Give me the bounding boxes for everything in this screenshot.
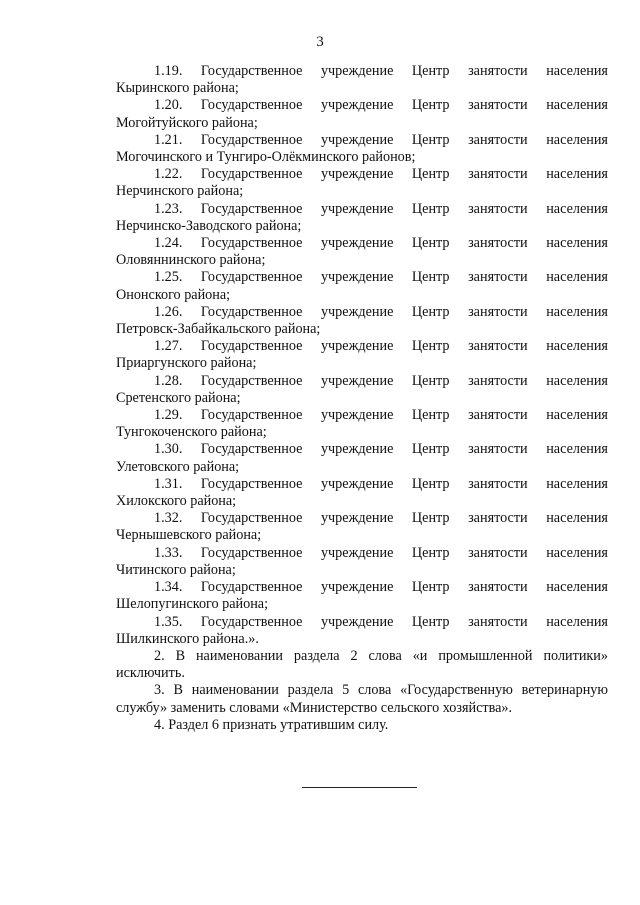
item-word: учреждение bbox=[320, 338, 394, 355]
list-item-heading bbox=[116, 269, 608, 286]
list-item-continuation: Ононского района; bbox=[116, 286, 231, 303]
item-word: занятости bbox=[468, 372, 528, 389]
item-word: Государственное bbox=[200, 338, 303, 355]
item-word: Государственное bbox=[200, 372, 303, 389]
item-word: Центр bbox=[411, 200, 450, 217]
item-number: 1.20. bbox=[154, 97, 183, 114]
item-number: 1.30. bbox=[154, 441, 183, 458]
item-word: учреждение bbox=[320, 372, 394, 389]
item-word: учреждение bbox=[320, 166, 394, 183]
item-word: населения bbox=[546, 235, 608, 252]
item-number: 1.26. bbox=[154, 303, 183, 320]
item-word: населения bbox=[546, 166, 608, 183]
item-word: Государственное bbox=[200, 407, 303, 424]
item-word: учреждение bbox=[320, 613, 394, 630]
item-word: занятости bbox=[468, 613, 528, 630]
item-word: учреждение bbox=[320, 407, 394, 424]
list-item-heading bbox=[116, 476, 608, 493]
item-number: 1.28. bbox=[154, 372, 183, 389]
list-item-heading bbox=[116, 97, 608, 114]
item-number: 1.29. bbox=[154, 407, 183, 424]
item-word: населения bbox=[546, 131, 608, 148]
item-word: Государственное bbox=[200, 63, 303, 79]
item-word: учреждение bbox=[320, 510, 394, 527]
list-item-continuation: Тунгокоченского района; bbox=[116, 424, 267, 441]
list-item-heading bbox=[116, 579, 608, 596]
list-item-heading bbox=[116, 545, 608, 562]
page-number: 3 bbox=[316, 34, 324, 50]
item-word: населения bbox=[546, 200, 608, 217]
item-number: 1.33. bbox=[154, 544, 183, 561]
item-word: Центр bbox=[411, 407, 450, 424]
item-word: Государственное bbox=[200, 544, 303, 561]
list-item-heading bbox=[116, 63, 608, 80]
item-word: Центр bbox=[411, 131, 450, 148]
item-word: населения bbox=[546, 407, 608, 424]
item-word: Центр bbox=[411, 510, 450, 527]
list-item-heading bbox=[116, 338, 608, 355]
item-word: Государственное bbox=[200, 613, 303, 630]
list-item-continuation: Приаргунского района; bbox=[116, 355, 257, 372]
end-separator-line bbox=[302, 787, 417, 788]
item-number: 1.22. bbox=[154, 166, 183, 183]
item-word: Государственное bbox=[200, 235, 303, 252]
item-number: 1.19. bbox=[154, 63, 183, 79]
item-word: Центр bbox=[411, 338, 450, 355]
item-number: 1.23. bbox=[154, 200, 183, 217]
list-item-heading bbox=[116, 132, 608, 149]
item-word: Центр bbox=[411, 97, 450, 114]
item-word: занятости bbox=[468, 475, 528, 492]
item-word: населения bbox=[546, 510, 608, 527]
item-word: Государственное bbox=[200, 97, 303, 114]
item-word: занятости bbox=[468, 303, 528, 320]
document-body bbox=[116, 63, 608, 734]
item-word: населения bbox=[546, 475, 608, 492]
item-word: занятости bbox=[468, 407, 528, 424]
institution-list bbox=[116, 63, 608, 648]
item-word: Государственное bbox=[200, 303, 303, 320]
item-word: занятости bbox=[468, 235, 528, 252]
item-word: Центр bbox=[411, 372, 450, 389]
list-item-continuation: Сретенского района; bbox=[116, 389, 241, 406]
item-number: 1.34. bbox=[154, 579, 183, 596]
item-number: 1.21. bbox=[154, 131, 183, 148]
item-word: населения bbox=[546, 372, 608, 389]
list-item-continuation: Кыринского района; bbox=[116, 80, 239, 97]
item-word: учреждение bbox=[320, 269, 394, 286]
item-word: учреждение bbox=[320, 200, 394, 217]
item-word: Центр bbox=[411, 269, 450, 286]
item-word: занятости bbox=[468, 510, 528, 527]
list-item-continuation: Могочинского и Тунгиро-Олёкминского районов; bbox=[116, 149, 416, 166]
item-number: 1.32. bbox=[154, 510, 183, 527]
list-item-heading bbox=[116, 614, 608, 631]
item-word: Центр bbox=[411, 303, 450, 320]
item-word: населения bbox=[546, 269, 608, 286]
list-item-heading bbox=[116, 166, 608, 183]
list-item-continuation: Улетовского района; bbox=[116, 458, 240, 475]
item-word: населения bbox=[546, 63, 608, 79]
item-word: Центр bbox=[411, 544, 450, 561]
list-item-heading bbox=[116, 441, 608, 458]
item-word: учреждение bbox=[320, 544, 394, 561]
item-word: Центр bbox=[411, 475, 450, 492]
item-word: занятости bbox=[468, 97, 528, 114]
item-word: населения bbox=[546, 613, 608, 630]
list-item-heading bbox=[116, 407, 608, 424]
item-number: 1.35. bbox=[154, 613, 183, 630]
item-number: 1.25. bbox=[154, 269, 183, 286]
item-word: населения bbox=[546, 579, 608, 596]
list-item-continuation: Петровск-Забайкальского района; bbox=[116, 321, 321, 338]
item-word: населения bbox=[546, 338, 608, 355]
item-word: населения bbox=[546, 303, 608, 320]
item-word: учреждение bbox=[320, 475, 394, 492]
item-word: учреждение bbox=[320, 441, 394, 458]
item-word: занятости bbox=[468, 441, 528, 458]
item-word: учреждение bbox=[320, 235, 394, 252]
paragraph-3: 3. В наименовании раздела 5 слова «Государственную ветеринарную службу» заменить словами «Министерство сельского хозяйства». bbox=[116, 682, 608, 716]
item-word: занятости bbox=[468, 269, 528, 286]
item-word: занятости bbox=[468, 166, 528, 183]
item-word: населения bbox=[546, 441, 608, 458]
item-word: Центр bbox=[411, 441, 450, 458]
paragraph-4: 4. Раздел 6 признать утратившим силу. bbox=[154, 716, 389, 733]
item-word: Центр bbox=[411, 579, 450, 596]
item-word: населения bbox=[546, 544, 608, 561]
list-item-continuation: Читинского района; bbox=[116, 561, 236, 578]
list-item-continuation: Нерчинско-Заводского района; bbox=[116, 217, 302, 234]
list-item-heading bbox=[116, 235, 608, 252]
item-word: Государственное bbox=[200, 441, 303, 458]
item-number: 1.31. bbox=[154, 475, 183, 492]
item-word: Государственное bbox=[200, 579, 303, 596]
list-item-continuation: Оловяннинского района; bbox=[116, 252, 266, 269]
item-word: занятости bbox=[468, 131, 528, 148]
item-word: Центр bbox=[411, 613, 450, 630]
item-word: Государственное bbox=[200, 166, 303, 183]
item-word: Государственное bbox=[200, 475, 303, 492]
item-word: занятости bbox=[468, 544, 528, 561]
list-item-heading bbox=[116, 373, 608, 390]
item-word: населения bbox=[546, 97, 608, 114]
list-item-heading bbox=[116, 510, 608, 527]
item-word: Государственное bbox=[200, 131, 303, 148]
list-item-continuation: Могойтуйского района; bbox=[116, 114, 258, 131]
list-item-continuation: Чернышевского района; bbox=[116, 527, 262, 544]
list-item-continuation: Шелопугинского района; bbox=[116, 596, 269, 613]
item-word: занятости bbox=[468, 63, 528, 79]
item-word: учреждение bbox=[320, 131, 394, 148]
item-number: 1.24. bbox=[154, 235, 183, 252]
item-word: Государственное bbox=[200, 269, 303, 286]
item-word: Центр bbox=[411, 235, 450, 252]
item-word: занятости bbox=[468, 200, 528, 217]
item-word: учреждение bbox=[320, 579, 394, 596]
item-word: учреждение bbox=[320, 303, 394, 320]
list-item-heading bbox=[116, 201, 608, 218]
list-item-continuation: Нерчинского района; bbox=[116, 183, 244, 200]
item-word: Государственное bbox=[200, 510, 303, 527]
item-word: занятости bbox=[468, 338, 528, 355]
item-word: Государственное bbox=[200, 200, 303, 217]
item-word: учреждение bbox=[320, 97, 394, 114]
list-item-continuation: Шилкинского района.». bbox=[116, 630, 259, 647]
list-item-heading bbox=[116, 304, 608, 321]
item-word: Центр bbox=[411, 63, 450, 79]
item-word: учреждение bbox=[320, 63, 394, 79]
list-item-continuation: Хилокского района; bbox=[116, 493, 237, 510]
item-word: Центр bbox=[411, 166, 450, 183]
item-number: 1.27. bbox=[154, 338, 183, 355]
item-word: занятости bbox=[468, 579, 528, 596]
paragraph-2: 2. В наименовании раздела 2 слова «и промышленной политики» исключить. bbox=[116, 647, 608, 682]
